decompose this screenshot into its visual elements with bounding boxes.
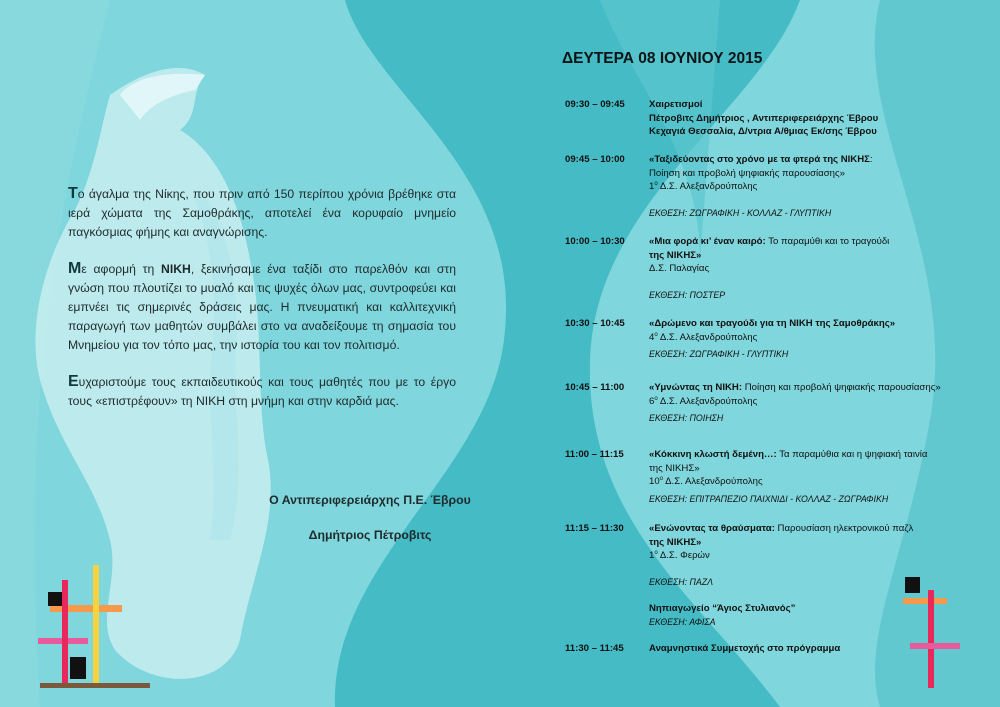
slot-title: Χαιρετισμοί [649, 99, 703, 110]
slot-time: 09:45 – 10:00 [565, 154, 625, 165]
slot-extra-school: Νηπιαγωγείο “Άγιος Στυλιανός” [649, 603, 796, 614]
slot-school: $1^o$ Δ.Σ. Αλεξανδρούπολης [649, 180, 758, 192]
slot-subtitle: της ΝΙΚΗΣ» [649, 536, 702, 548]
signature-name: Δημήτριος Πέτροβιτς [308, 528, 432, 542]
slot-exhibit: ΕΚΘΕΣΗ: ΠΑΖΛ [649, 576, 714, 587]
slot-title: «Ενώνοντας τα θραύσματα: Παρουσίαση ηλεκτρονικού παζλ [649, 523, 914, 534]
signature-role: Ο Αντιπεριφερειάρχης Π.Ε. Έβρου [269, 493, 471, 507]
slot-title: «Κόκκινη κλωστή δεμένη…: Τα παραμύθια και η ψηφιακή ταινία [649, 449, 928, 460]
slot-speaker: Κεχαγιά Θεσσαλία, Δ/ντρια Α/θμιας Εκ/σης Έβρου [649, 126, 877, 137]
slot-title: «Μια φορά κι’ έναν καιρό: Το παραμύθι και το τραγούδι [649, 236, 890, 247]
slot-time: 10:30 – 10:45 [565, 318, 625, 329]
slot-title: «Υμνώντας τη ΝΙΚΗ: Ποίηση και προβολή ψηφιακής παρουσίασης» [649, 382, 941, 393]
slot-title: Αναμνηστικά Συμμετοχής στο πρόγραμμα [649, 643, 841, 654]
program-title: ΔΕΥΤΕΡΑ 08 ΙΟΥΝΙΟΥ 2015 [562, 50, 763, 67]
slot-exhibit: ΕΚΘΕΣΗ: ΠΟΣΤΕΡ [649, 289, 726, 300]
slot-time: 11:30 – 11:45 [565, 643, 624, 654]
slot-subtitle: της ΝΙΚΗΣ» [649, 462, 700, 474]
slot-exhibit: ΕΚΘΕΣΗ: ΖΩΓΡΑΦΙΚΗ - ΚΟΛΛΑΖ - ΓΛΥΠΤΙΚΗ [649, 207, 832, 218]
slot-school: $1^o$ Δ.Σ. Φερών [649, 549, 710, 561]
slot-school: $6^o$ Δ.Σ. Αλεξανδρούπολης [649, 395, 758, 407]
slot-exhibit: ΕΚΘΕΣΗ: ΑΦΙΣΑ [649, 616, 716, 627]
slot-school: Δ.Σ. Παλαγίας [649, 263, 710, 274]
slot-time: 09:30 – 09:45 [565, 99, 625, 110]
slot-exhibit: ΕΚΘΕΣΗ: ΕΠΙΤΡΑΠΕΖΙΟ ΠΑΙΧΝΙΔΙ - ΚΟΛΛΑΖ - ΖΩΓΡΑΦΙΚΗ [649, 493, 889, 504]
slot-title: «Ταξιδεύοντας στο χρόνο με τα φτερά της ΝΙΚΗΣ: [649, 154, 873, 165]
slot-time: 11:15 – 11:30 [565, 523, 624, 534]
intro-paragraph-1: Το άγαλμα της Νίκης, που πριν από 150 περίπου χρόνια βρέθηκε στα ιερά χώματα της Σαμοθράκης, αποτελεί ένα κορυφαίο μνημείο παγκόσμιας φήμης και αναγνώρισης. [68, 185, 456, 239]
slot-speaker: Πέτροβιτς Δημήτριος , Αντιπεριφερειάρχης Έβρου [649, 112, 879, 124]
intro-paragraph-2: Με αφορμή τη ΝΙΚΗ, ξεκινήσαμε ένα ταξίδι στο παρελθόν και στη γνώση που πλουτίζει το μυαλό και τις ψυχές όλων μας, συντροφεύει και εμπνέει τις σημερινές δράσεις μας. Η πνευματική και καλλιτεχνική παραγωγή των μαθητών συμβάλει στο να αναδείξουμε τη σημασία του Μνημείου για τον τόπο μας, την ιστορία του και τον πολιτισμό. [68, 260, 456, 352]
slot-time: 11:00 – 11:15 [565, 449, 624, 460]
slot-title: «Δρώμενο και τραγούδι για τη ΝΙΚΗ της Σαμοθράκης» [649, 318, 896, 329]
slot-time: 10:45 – 11:00 [565, 382, 625, 393]
slot-school: $10^o$ Δ.Σ. Αλεξανδρούπολης [649, 475, 763, 487]
slot-exhibit: ΕΚΘΕΣΗ: ΠΟΙΗΣΗ [649, 413, 724, 423]
slot-exhibit: ΕΚΘΕΣΗ: ΖΩΓΡΑΦΙΚΗ - ΓΛΥΠΤΙΚΗ [649, 349, 789, 359]
slot-time: 10:00 – 10:30 [565, 236, 625, 247]
intro-text [68, 184, 456, 428]
slot-subtitle: Ποίηση και προβολή ψηφιακής παρουσίασης» [649, 167, 845, 179]
slot-school: $4^o$ Δ.Σ. Αλεξανδρούπολης [649, 331, 758, 343]
slot-subtitle: της ΝΙΚΗΣ» [649, 249, 702, 261]
intro-paragraph-3: Ευχαριστούμε τους εκπαιδευτικούς και τους μαθητές που με το έργο τους «επιστρέφουν» τη ΝΙΚΗ στη μνήμη και στην καρδιά μας. [68, 373, 456, 408]
